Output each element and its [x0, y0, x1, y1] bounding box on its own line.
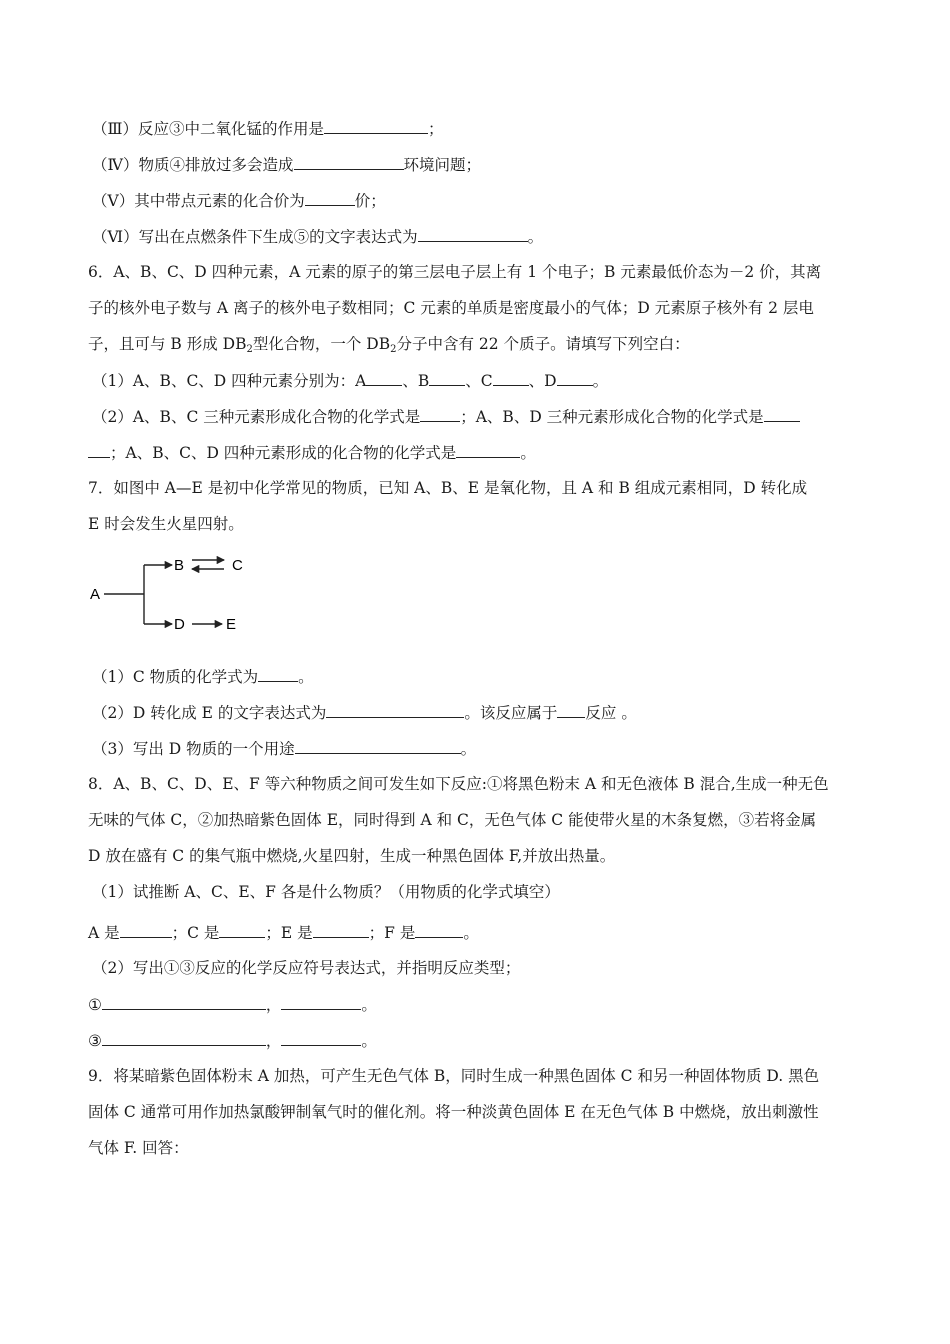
answer-blank[interactable] — [493, 370, 529, 386]
q7-sub2: （2）D 转化成 E 的文字表达式为 。该反应属于 反应 。 — [92, 704, 637, 722]
q7-sub1: （1）C 物质的化学式为 。 — [92, 668, 314, 686]
answer-blank[interactable] — [305, 190, 355, 206]
q6-sub3: ；A、B、C、D 四种元素形成的化合物的化学式是 。 — [88, 442, 536, 463]
answer-blank[interactable] — [429, 370, 465, 386]
answer-blank[interactable] — [415, 922, 463, 938]
q5-part5: （Ⅴ）其中带点元素的化合价为 价； — [92, 192, 386, 210]
emphasis-dotted-text: 化学式 — [466, 883, 514, 901]
answer-blank[interactable] — [557, 702, 585, 718]
answer-blank[interactable] — [88, 442, 110, 458]
q7-reaction-diagram — [86, 548, 266, 644]
q5-part4: （Ⅳ）物质④排放过多会造成 环境问题； — [92, 156, 482, 174]
answer-blank[interactable] — [281, 1030, 361, 1046]
q7-text-line2: E 时会发生火星四射。 — [88, 515, 244, 533]
answer-blank[interactable] — [102, 994, 266, 1010]
answer-blank[interactable] — [219, 922, 265, 938]
q6-sub1: （1）A、B、C、D 四种元素分别为：A 、B 、C 、D 。 — [92, 372, 609, 390]
diagram-label-a: A — [90, 586, 101, 603]
answer-blank[interactable] — [102, 1030, 266, 1046]
q6-text-line3: 子，且可与 B 形成 $DB_2$型化合物，一个 $DB_2$分子中含有 22 个质子。请填写下列空白： — [88, 335, 690, 355]
diagram-label-c: C — [232, 557, 243, 574]
answer-blank[interactable] — [324, 118, 428, 134]
answer-blank[interactable] — [294, 154, 404, 170]
q8-text-line2: 无味的气体 C，②加热暗紫色固体 E，同时得到 A 和 C，无色气体 C 能使带火星的木条复燃，③若将金属 — [88, 811, 817, 829]
answer-blank[interactable] — [557, 370, 593, 386]
q6-sub2: （2）A、B、C 三种元素形成化合物的化学式是 ；A、B、D 三种元素形成化合物的化学式是 — [92, 406, 800, 427]
q7-sub3: （3）写出 D 物质的一个用途 。 — [92, 740, 477, 758]
q5-part6: （Ⅵ）写出在点燃条件下生成⑤的文字表达式为 。 — [92, 228, 544, 246]
answer-blank[interactable] — [418, 226, 528, 242]
q8-text-line3: D 放在盛有 C 的集气瓶中燃烧,火星四射，生成一种黑色固体 F,并放出热量。 — [88, 847, 616, 865]
answer-blank[interactable] — [764, 406, 800, 422]
answer-blank[interactable] — [281, 994, 361, 1010]
answer-blank[interactable] — [366, 370, 402, 386]
q8-sub1: （1）试推断 A、C、E、F 各是什么物质？（用物质的化学式填空） — [92, 883, 560, 901]
answer-blank[interactable] — [120, 922, 172, 938]
diagram-label-d: D — [174, 616, 185, 633]
diagram-label-e: E — [226, 616, 237, 633]
q7-text-line1: 7．如图中 A—E 是初中化学常见的物质，已知 A、B、E 是氧化物，且 A 和 B 组成元素相同，D 转化成 — [88, 479, 808, 497]
answer-blank[interactable] — [420, 406, 460, 422]
q8-sub2: （2）写出①③反应的化学反应符号表达式，并指明反应类型； — [92, 959, 521, 977]
q9-text-line2: 固体 C 通常可用作加热氯酸钾制氧气时的催化剂。将一种淡黄色固体 E 在无色气体 B 中燃烧，放出刺激性 — [88, 1103, 819, 1121]
q8-reaction3: ③ ， 。 — [88, 1032, 377, 1050]
q9-text-line3: 气体 F. 回答： — [88, 1139, 189, 1157]
q8-reaction1: ① ， 。 — [88, 996, 377, 1014]
answer-blank[interactable] — [456, 442, 520, 458]
q8-answers: A 是 ；C 是 ；E 是 ；F 是 。 — [88, 924, 479, 942]
q8-text-line1: 8．A、B、C、D、E、F 等六种物质之间可发生如下反应:①将黑色粉末 A 和无色液体 B 混合,生成一种无色 — [88, 775, 829, 793]
answer-blank[interactable] — [295, 738, 461, 754]
q6-text-line2: 子的核外电子数与 A 离子的核外电子数相同；C 元素的单质是密度最小的气体；D 元素原子核外有 2 层电 — [88, 299, 814, 317]
diagram-label-b: B — [174, 557, 185, 574]
q6-text-line1: 6．A、B、C、D 四种元素，A 元素的原子的第三层电子层上有 1 个电子；B 元素最低价态为－2 价，其离 — [88, 263, 822, 281]
q9-text-line1: 9．将某暗紫色固体粉末 A 加热，可产生无色气体 B，同时生成一种黑色固体 C 和另一种固体物质 D. 黑色 — [88, 1067, 820, 1085]
answer-blank[interactable] — [258, 666, 298, 682]
q5-part3: （Ⅲ）反应③中二氧化锰的作用是 ； — [92, 120, 444, 138]
answer-blank[interactable] — [313, 922, 369, 938]
answer-blank[interactable] — [326, 702, 464, 718]
